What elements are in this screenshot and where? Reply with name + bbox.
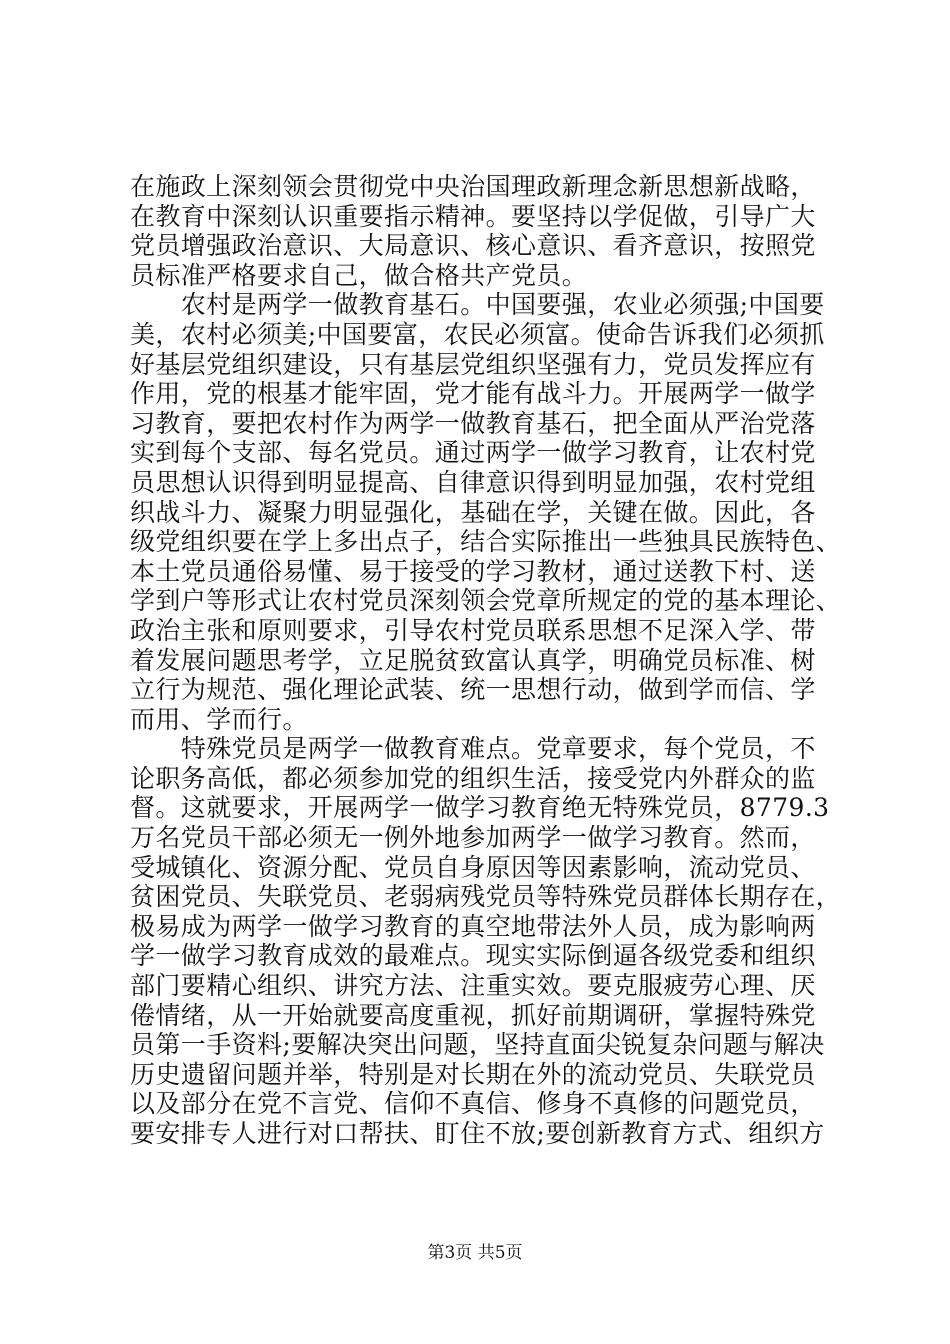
text-line: 要安排专人进行对口帮扶、盯住不放;要创新教育方式、组织方	[130, 1119, 825, 1148]
text-line: 实到每个支部、每名党员。通过两学一做学习教育，让农村党	[130, 438, 816, 468]
text-line: 立行为规范、强化理论武装、统一思想行动，做到学而信、学	[130, 675, 816, 705]
text-line: 好基层党组织建设，只有基层党组织坚强有力，党员发挥应有	[130, 349, 816, 379]
text-line: 倦情绪，从一开始就要高度重视，抓好前期调研，掌握特殊党	[130, 1000, 816, 1030]
text-line: 学到户等形式让农村党员深刻领会党章所规定的党的基本理论、	[130, 586, 842, 616]
text-line: 员标准严格要求自己，做合格共产党员。	[130, 260, 588, 290]
text-line: 政治主张和原则要求，引导农村党员联系思想不足深入学、带	[130, 615, 816, 645]
paragraph-start-line: 农村是两学一做教育基石。中国要强，农业必须强;中国要	[130, 290, 825, 320]
text-line: 贫困党员、失联党员、老弱病残党员等特殊党员群体长期存在，	[130, 882, 842, 912]
text-line: 作用，党的根基才能牢固，党才能有战斗力。开展两学一做学	[130, 379, 816, 409]
text-line: 万名党员干部必须无一例外地参加两学一做学习教育。然而，	[130, 823, 816, 853]
text-line: 部门要精心组织、讲究方法、注重实效。要克服疲劳心理、厌	[130, 971, 816, 1001]
text-line: 而用、学而行。	[130, 704, 308, 734]
text-line: 历史遗留问题并举，特别是对长期在外的流动党员、失联党员	[130, 1059, 816, 1089]
text-line: 在施政上深刻领会贯彻党中央治国理政新理念新思想新战略，	[130, 172, 816, 201]
text-line: 极易成为两学一做学习教育的真空地带法外人员，成为影响两	[130, 911, 816, 941]
text-line: 论职务高低，都必须参加党的组织生活，接受党内外群众的监	[130, 763, 816, 793]
text-line: 本土党员通俗易懂、易于接受的学习教材，通过送教下村、送	[130, 556, 816, 586]
text-line: 督。这就要求，开展两学一做学习教育绝无特殊党员，8779.3	[130, 793, 830, 823]
document-body	[130, 172, 842, 1149]
text-line: 在教育中深刻认识重要指示精神。要坚持以学促做，引导广大	[130, 201, 816, 231]
text-line: 员第一手资料;要解决突出问题，坚持直面尖锐复杂问题与解决	[130, 1030, 825, 1060]
text-line: 以及部分在党不言党、信仰不真信、修身不真修的问题党员，	[130, 1089, 816, 1119]
text-line: 织战斗力、凝聚力明显强化，基础在学，关键在做。因此，各	[130, 497, 816, 527]
page-number-footer: 第3页 共5页	[427, 1243, 523, 1263]
text-line: 学一做学习教育成效的最难点。现实实际倒逼各级党委和组织	[130, 941, 816, 971]
text-line: 着发展问题思考学，立足脱贫致富认真学，明确党员标准、树	[130, 645, 816, 675]
paragraph-start-line: 特殊党员是两学一做教育难点。党章要求，每个党员，不	[130, 734, 816, 764]
text-line: 受城镇化、资源分配、党员自身原因等因素影响，流动党员、	[130, 852, 816, 882]
text-line: 习教育，要把农村作为两学一做教育基石，把全面从严治党落	[130, 408, 816, 438]
text-line: 美，农村必须美;中国要富，农民必须富。使命告诉我们必须抓	[130, 319, 825, 349]
text-line: 党员增强政治意识、大局意识、核心意识、看齐意识，按照党	[130, 231, 816, 261]
text-line: 员思想认识得到明显提高、自律意识得到明显加强，农村党组	[130, 467, 816, 497]
text-line: 级党组织要在学上多出点子，结合实际推出一些独具民族特色、	[130, 527, 842, 557]
